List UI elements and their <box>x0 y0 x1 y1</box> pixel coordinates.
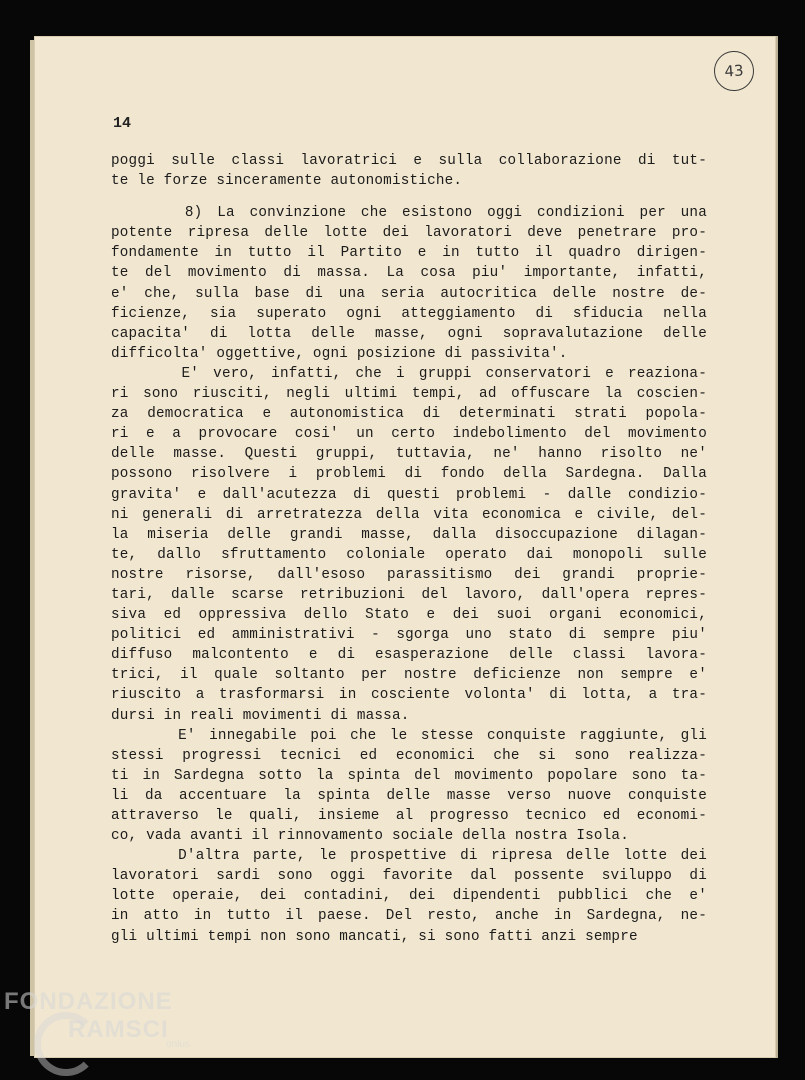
text-line: E' vero, infatti, che i gruppi conservatori e reaziona- <box>111 365 707 382</box>
text-line: ri e a provocare cosi' un certo indebolimento del movimento <box>111 426 707 443</box>
text-line: ri sono riusciti, negli ultimi tempi, ad offuscare la coscien- <box>111 386 707 403</box>
text-line: li da accentuare la spinta delle masse verso nuove conquiste <box>111 787 707 804</box>
text-line: capacita' di lotta delle masse, ogni sopravalutazione delle <box>111 325 707 342</box>
page-number: 14 <box>113 115 132 132</box>
document-body <box>111 151 707 947</box>
text-line: fondamente in tutto il Partito e in tutto il quadro dirigen- <box>111 245 707 262</box>
text-line: politici ed amministrativi - sgorga uno stato di sempre piu' <box>111 627 707 644</box>
text-line: ficienze, sia superato ogni atteggiamento di sfiducia nella <box>111 305 707 322</box>
text-line: riuscito a trasformarsi in cosciente volonta' di lotta, a tra- <box>111 687 707 704</box>
text-line: difficolta' oggettive, ogni posizione di passivita'. <box>111 345 568 362</box>
text-line: siva ed oppressiva dello Stato e dei suoi organi economici, <box>111 607 707 624</box>
text-line: E' innegabile poi che le stesse conquiste raggiunte, gli <box>111 727 707 744</box>
watermark-line-2: RAMSCI <box>68 1016 169 1043</box>
watermark-g-mark <box>34 1012 98 1076</box>
archive-stamp: 43 <box>713 50 756 93</box>
text-line: poggi sulle classi lavoratrici e sulla collaborazione di tut- <box>111 153 707 169</box>
text-line: stessi progressi tecnici ed economici che si sono realizza- <box>111 747 707 764</box>
text-line: gravita' e dall'acutezza di questi problemi - dalle condizio- <box>111 486 707 503</box>
text-line: la miseria delle grandi masse, dalla disoccupazione dilagan- <box>111 526 707 543</box>
text-line: ni generali di arretratezza della vita economica e civile, del- <box>111 506 707 523</box>
watermark-logo <box>4 990 190 1050</box>
text-line: nostre risorse, dall'esoso parassitismo dei grandi proprie- <box>111 566 707 583</box>
text-line: te, dallo sfruttamento coloniale operato dai monopoli sulle <box>111 546 707 563</box>
watermark-line-1: FONDAZIONE <box>4 988 173 1015</box>
text-line: ti in Sardegna sotto la spinta del movimento popolare sono ta- <box>111 767 707 784</box>
text-line: attraverso le quali, insieme al progresso tecnico ed economi- <box>111 808 707 824</box>
text-line: co, vada avanti il rinnovamento sociale della nostra Isola. <box>111 828 629 845</box>
text-line: te le forze sinceramente autonomistiche. <box>111 173 463 190</box>
paragraph-gap <box>111 191 707 203</box>
text-line: te del movimento di massa. La cosa piu' importante, infatti, <box>111 265 707 282</box>
text-line: D'altra parte, le prospettive di ripresa delle lotte dei <box>111 848 707 865</box>
text-line: trici, il quale soltanto per nostre deficienze non sempre e' <box>111 667 707 684</box>
text-line: in atto in tutto il paese. Del resto, anche in Sardegna, ne- <box>111 908 707 925</box>
text-line: gli ultimi tempi non sono mancati, si sono fatti anzi sempre <box>111 928 638 945</box>
text-line: potente ripresa delle lotte dei lavoratori deve penetrare pro- <box>111 225 707 242</box>
text-line: lotte operaie, dei contadini, dei dipendenti pubblici che e' <box>111 888 707 905</box>
text-line: 8) La convinzione che esistono oggi condizioni per una <box>111 205 707 222</box>
text-line: delle masse. Questi gruppi, tuttavia, ne' hanno risolto ne' <box>111 446 707 463</box>
text-line: dursi in reali movimenti di massa. <box>111 707 410 724</box>
text-line: za democratica e autonomistica di determinati strati popola- <box>111 406 707 423</box>
text-line: e' che, sulla base di una seria autocritica delle nostre de- <box>111 285 707 302</box>
text-line: lavoratori sardi sono oggi favorite dal possente sviluppo di <box>111 868 707 885</box>
text-line: tari, dalle scarse retribuzioni del lavoro, dall'opera repres- <box>111 586 707 603</box>
text-line: diffuso malcontento e di esasperazione delle classi lavora- <box>111 647 707 664</box>
watermark-line-3: onlus <box>166 1039 190 1050</box>
text-line: possono risolvere i problemi di fondo della Sardegna. Dalla <box>111 466 707 483</box>
